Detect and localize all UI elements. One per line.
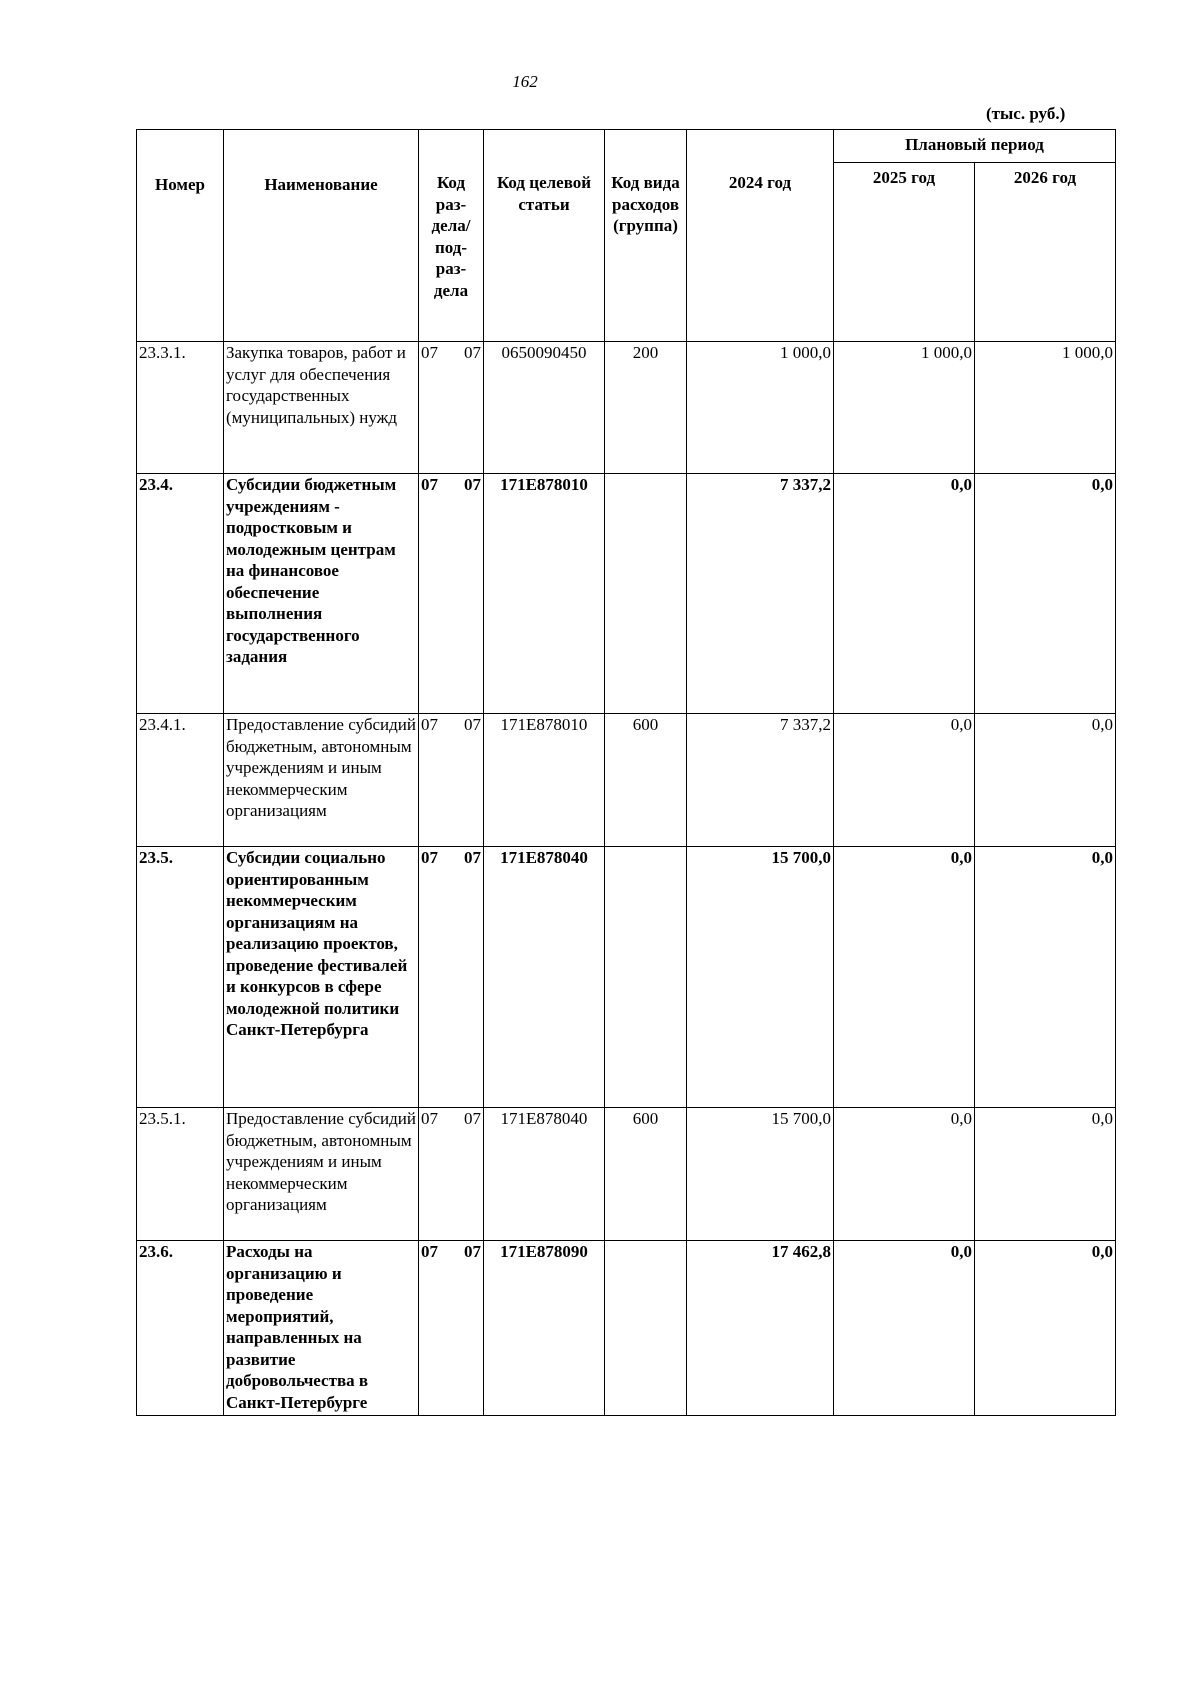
row-2024: 1 000,0 xyxy=(687,342,834,474)
row-2026: 0,0 xyxy=(975,474,1116,714)
page-number: 162 xyxy=(512,72,538,91)
row-2024: 17 462,8 xyxy=(687,1241,834,1416)
row-2024: 7 337,2 xyxy=(687,474,834,714)
row-expense-type: 200 xyxy=(605,342,687,474)
row-expense-type: 600 xyxy=(605,1108,687,1241)
units-label: (тыс. руб.) xyxy=(986,104,1066,123)
row-number: 23.4.1. xyxy=(137,714,224,847)
header-2025: 2025 год xyxy=(834,163,975,342)
table-row xyxy=(137,1241,1116,1416)
header-planned-period: Плановый период xyxy=(834,130,1116,163)
table-row xyxy=(137,342,1116,474)
header-2026: 2026 год xyxy=(975,163,1116,342)
row-number: 23.5.1. xyxy=(137,1108,224,1241)
table-row xyxy=(137,474,1116,714)
row-2026: 1 000,0 xyxy=(975,342,1116,474)
row-2026: 0,0 xyxy=(975,847,1116,1108)
row-name: Закупка товаров, работ и услуг для обеспечения государственных (муниципальных) нужд xyxy=(224,342,419,474)
row-target-code: 171E878010 xyxy=(484,714,605,847)
row-target-code: 0650090450 xyxy=(484,342,605,474)
row-2025: 0,0 xyxy=(834,1108,975,1241)
row-2025: 0,0 xyxy=(834,714,975,847)
row-section-code: 07 07 xyxy=(419,342,484,474)
table-row xyxy=(137,847,1116,1108)
row-section-code: 07 07 xyxy=(419,1241,484,1416)
row-section-code: 07 07 xyxy=(419,714,484,847)
row-expense-type xyxy=(605,474,687,714)
row-target-code: 171E878040 xyxy=(484,1108,605,1241)
budget-table xyxy=(136,129,1116,1416)
row-number: 23.3.1. xyxy=(137,342,224,474)
header-2024: 2024 год xyxy=(687,130,834,342)
row-number: 23.4. xyxy=(137,474,224,714)
row-section-code: 07 07 xyxy=(419,474,484,714)
row-target-code: 171E878010 xyxy=(484,474,605,714)
row-name: Субсидии бюджетным учреждениям - подростковым и молодежным центрам на финансовое обеспечение выполнения государственного задания xyxy=(224,474,419,714)
row-2025: 0,0 xyxy=(834,1241,975,1416)
row-2025: 0,0 xyxy=(834,847,975,1108)
row-expense-type: 600 xyxy=(605,714,687,847)
table-row xyxy=(137,1108,1116,1241)
row-2025: 1 000,0 xyxy=(834,342,975,474)
row-target-code: 171E878040 xyxy=(484,847,605,1108)
header-expense-type: Код вида расходов (группа) xyxy=(605,130,687,342)
row-number: 23.6. xyxy=(137,1241,224,1416)
row-2024: 15 700,0 xyxy=(687,847,834,1108)
row-expense-type xyxy=(605,1241,687,1416)
row-name: Предоставление субсидий бюджетным, автономным учреждениям и иным некоммерческим организациям xyxy=(224,1108,419,1241)
row-2025: 0,0 xyxy=(834,474,975,714)
row-section-code: 07 07 xyxy=(419,847,484,1108)
row-target-code: 171E878090 xyxy=(484,1241,605,1416)
row-2026: 0,0 xyxy=(975,714,1116,847)
row-2024: 15 700,0 xyxy=(687,1108,834,1241)
header-number: Номер xyxy=(137,130,224,342)
row-2026: 0,0 xyxy=(975,1241,1116,1416)
header-target: Код целевой статьи xyxy=(484,130,605,342)
row-2024: 7 337,2 xyxy=(687,714,834,847)
row-2026: 0,0 xyxy=(975,1108,1116,1241)
table-row xyxy=(137,714,1116,847)
row-section-code: 07 07 xyxy=(419,1108,484,1241)
row-name: Предоставление субсидий бюджетным, автономным учреждениям и иным некоммерческим организациям xyxy=(224,714,419,847)
header-name: Наименование xyxy=(224,130,419,342)
row-name: Расходы на организацию и проведение мероприятий, направленных на развитие добровольчества в Санкт-Петербурге xyxy=(224,1241,419,1416)
row-name: Субсидии социально ориентированным некоммерческим организациям на реализацию проектов, проведение фестивалей и конкурсов в сфере молодежной политики Санкт-Петербурга xyxy=(224,847,419,1108)
row-expense-type xyxy=(605,847,687,1108)
row-number: 23.5. xyxy=(137,847,224,1108)
header-section: Код раз-дела/ под-раз-дела xyxy=(419,130,484,342)
